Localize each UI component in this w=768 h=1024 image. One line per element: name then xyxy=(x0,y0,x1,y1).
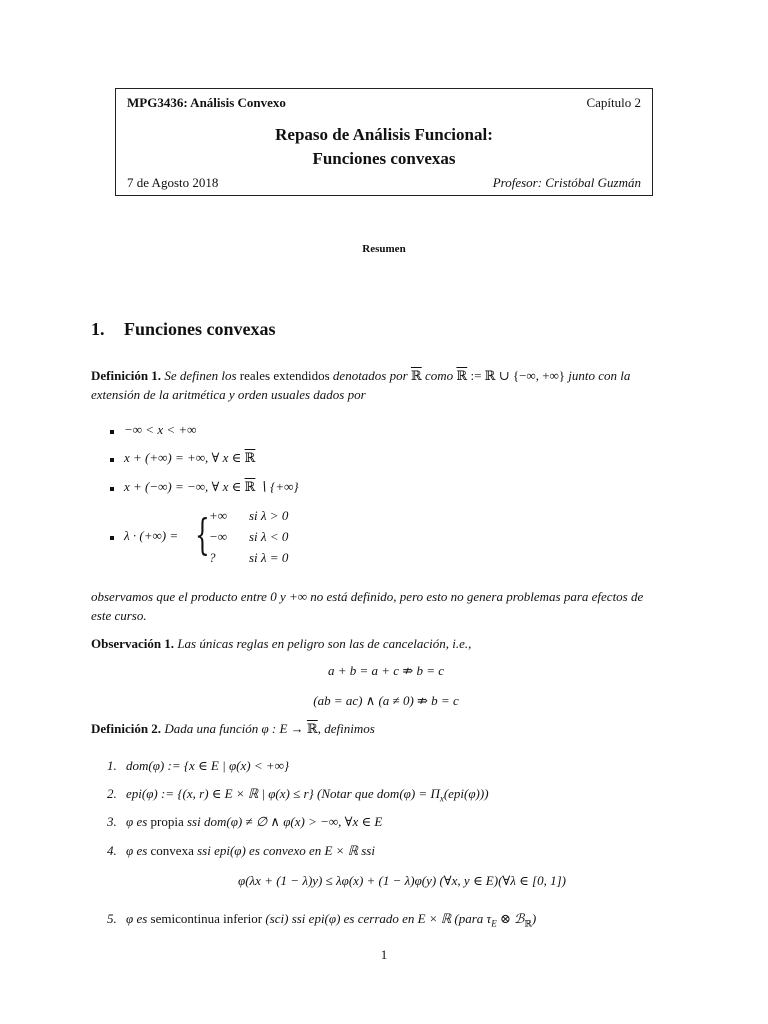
list-item: 5. φ es semicontinua inferior (sci) ssi epi(φ) es cerrado en E × ℝ (para $\tau_E$ ⊗ ℬ$_ℝ$) xyxy=(107,911,537,929)
observation-1-label: Observación 1. xyxy=(91,636,175,651)
definition-1-term: reales extendidos xyxy=(239,368,330,383)
definition-1-text-d: junto con la xyxy=(568,368,631,383)
case-row: −∞ si λ < 0 xyxy=(209,529,289,544)
section-heading xyxy=(91,319,276,340)
definition-2-label: Definición 2. xyxy=(91,721,162,736)
equation: a + b = a + c ⇏ b = c xyxy=(327,663,445,678)
observation-1-text: Las únicas reglas en peligro son las de cancelación, i.e., xyxy=(177,636,472,651)
section-title: Funciones convexas xyxy=(124,319,276,339)
observation-1 xyxy=(91,634,681,653)
cases-lhs: λ · (+∞) = xyxy=(124,528,179,543)
definition-1 xyxy=(91,366,681,404)
header-box xyxy=(115,88,653,196)
bullet-text: x + (+∞) = +∞, ∀ x ∈ ℝ xyxy=(124,450,256,465)
chapter-label: Capítulo 2 xyxy=(586,95,641,110)
lecture-date: 7 de Agosto 2018 xyxy=(127,175,219,190)
title-line-2: Funciones convexas xyxy=(312,149,456,168)
definition-1-label: Definición 1. xyxy=(91,368,162,383)
professor-name: Profesor: Cristóbal Guzmán xyxy=(492,175,641,190)
list-item: 4. φ es convexa ssi epi(φ) es convexo en E × ℝ ssi xyxy=(107,843,375,858)
cases-brace: { xyxy=(195,510,210,559)
abstract-heading: Resumen xyxy=(362,243,406,255)
list-item: 2. epi(φ) := {(x, r) ∈ E × ℝ | φ(x) ≤ r} (Notar que $dom(\varphi) = \Pi_x(epi(\varphi))$) xyxy=(107,786,489,804)
page-number: 1 xyxy=(380,947,388,962)
course-code: MPG3436: Análisis Convexo xyxy=(127,95,286,110)
convexity-equation: φ(λx + (1 − λ)y) ≤ λφ(x) + (1 − λ)φ(y) (∀x, y ∈ E)(∀λ ∈ [0, 1]) xyxy=(238,873,566,888)
bullet-text: −∞ < x < +∞ xyxy=(124,422,197,437)
list-item: 3. φ es propia ssi dom(φ) ≠ ∅ ∧ φ(x) > −∞, ∀x ∈ E xyxy=(107,814,383,829)
definition-1-text-b: denotados por xyxy=(332,368,408,383)
definition-2: Definición 2. Dada una función φ : E → ℝ, definimos xyxy=(91,721,375,736)
list-item: 1. dom(φ) := {x ∈ E | φ(x) < +∞} xyxy=(107,758,290,773)
remark-paragraph: observamos que el producto entre 0 y +∞ no está definido, pero esto no genera problemas para efectos de este curso. xyxy=(91,589,644,623)
definition-1-line-2: extensión de la aritmética y orden usuales dados por xyxy=(91,387,366,402)
definition-1-text-a: Se definen los xyxy=(164,368,237,383)
equation: (ab = ac) ∧ (a ≠ 0) ⇏ b = c xyxy=(313,693,459,708)
definition-1-text-c: como xyxy=(424,368,454,383)
case-row: +∞ si λ > 0 xyxy=(209,508,289,523)
case-row: ? si λ = 0 xyxy=(209,550,289,565)
extended-reals-symbol: ℝ xyxy=(410,368,422,383)
section-number: 1. xyxy=(91,319,105,339)
bullet-text: x + (−∞) = −∞, ∀ x ∈ ℝ ∖ {+∞} xyxy=(124,479,299,494)
title-line-1: Repaso de Análisis Funcional: xyxy=(275,125,493,144)
extended-reals-def: ℝ := ℝ ∪ {−∞, +∞} xyxy=(456,368,566,383)
definition-2-text: Dada una función φ : E → xyxy=(164,721,307,736)
